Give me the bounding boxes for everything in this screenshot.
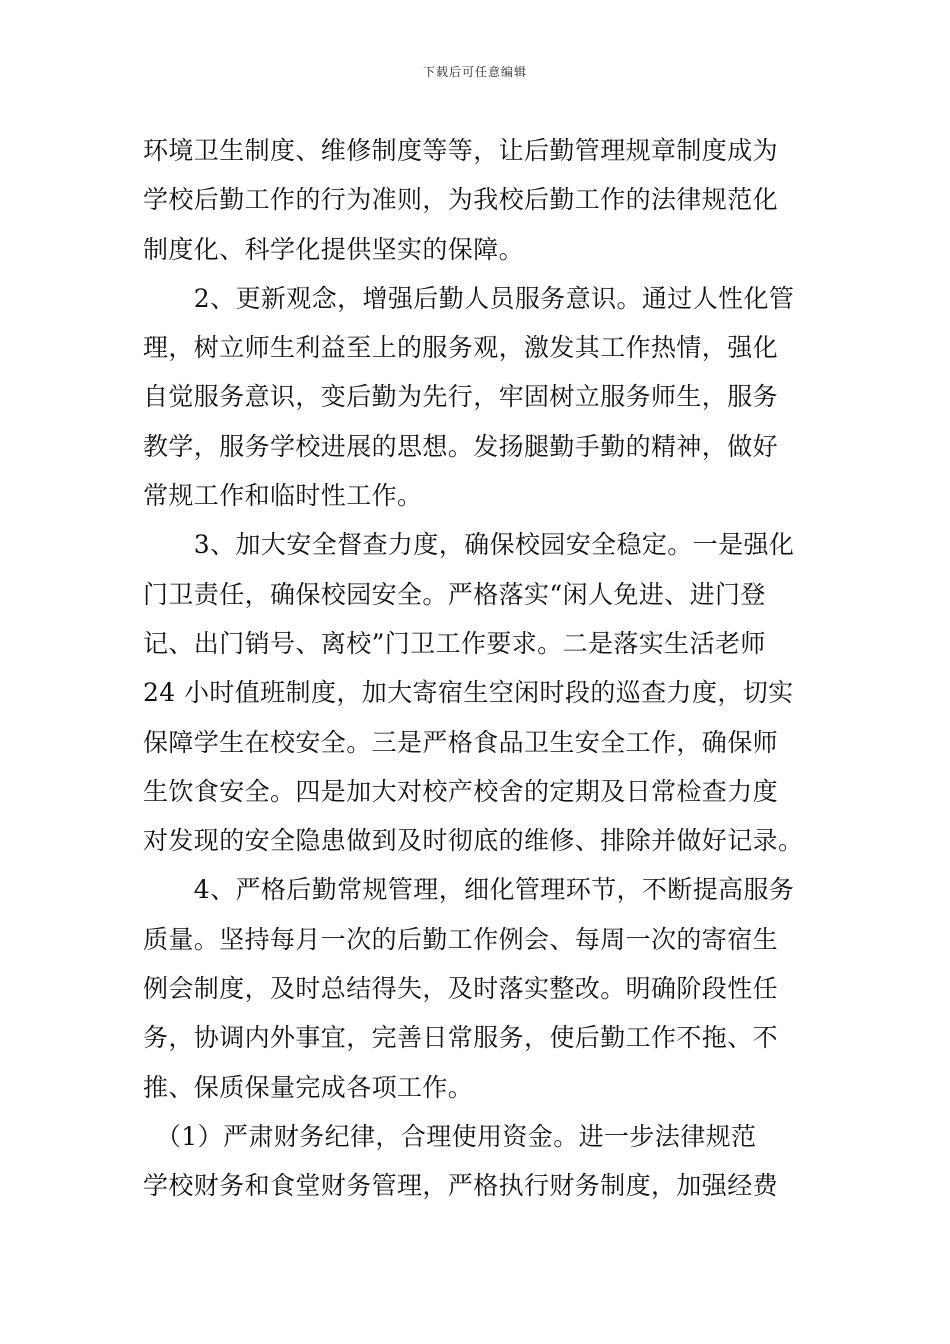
body-line: 环境卫生制度、维修制度等等，让后勤管理规章制度成为 <box>143 136 779 165</box>
body-line: 生饮食安全。四是加大对校产校舍的定期及日常检查力度 <box>143 776 779 806</box>
body-line: 学校财务和食堂财务管理，严格执行财务制度，加强经费 <box>143 1171 779 1201</box>
body-line: 推、保质保量完成各项工作。 <box>143 1072 474 1102</box>
body-line: 学校后勤工作的行为准则，为我校后勤工作的法律规范化 <box>143 185 779 215</box>
body-line: 例会制度，及时总结得失，及时落实整改。明确阶段性任 <box>143 974 779 1004</box>
body-line: 4、严格后勤常规管理，细化管理环节，不断提高服务 <box>143 875 795 905</box>
document-body <box>143 126 808 1211</box>
body-line: （1）严肃财务纪律，合理使用资金。进一步法律规范 <box>143 1121 757 1151</box>
body-line: 务，协调内外事宜，完善日常服务，使后勤工作不拖、不 <box>143 1023 779 1053</box>
body-line: 制度化、科学化提供坚实的保障。 <box>143 234 525 264</box>
body-line: 记、出门销号、离校”门卫工作要求。二是落实生活老师 <box>143 628 766 658</box>
body-line: 教学，服务学校进展的思想。发扬腿勤手勤的精神，做好 <box>143 431 779 461</box>
body-line: 24 小时值班制度，加大寄宿生空闲时段的巡查力度，切实 <box>143 678 794 708</box>
body-line: 3、加大安全督查力度，确保校园安全稳定。一是强化 <box>143 530 795 560</box>
body-line: 自觉服务意识，变后勤为先行，牢固树立服务师生，服务 <box>143 382 779 412</box>
body-line: 常规工作和临时性工作。 <box>143 481 423 511</box>
body-line: 保障学生在校安全。三是严格食品卫生安全工作，确保师 <box>143 727 779 757</box>
body-line: 2、更新观念，增强后勤人员服务意识。通过人性化管 <box>143 283 795 313</box>
body-line: 对发现的安全隐患做到及时彻底的维修、排除并做好记录。 <box>143 826 804 856</box>
body-line: 质量。坚持每月一次的后勤工作例会、每周一次的寄宿生 <box>143 924 779 954</box>
page-header-note: 下载后可任意编辑 <box>422 65 527 79</box>
body-line: 门卫责任，确保校园安全。严格落实“闲人免进、进门登 <box>143 579 766 609</box>
body-line: 理，树立师生利益至上的服务观，激发其工作热情，强化 <box>143 333 779 363</box>
